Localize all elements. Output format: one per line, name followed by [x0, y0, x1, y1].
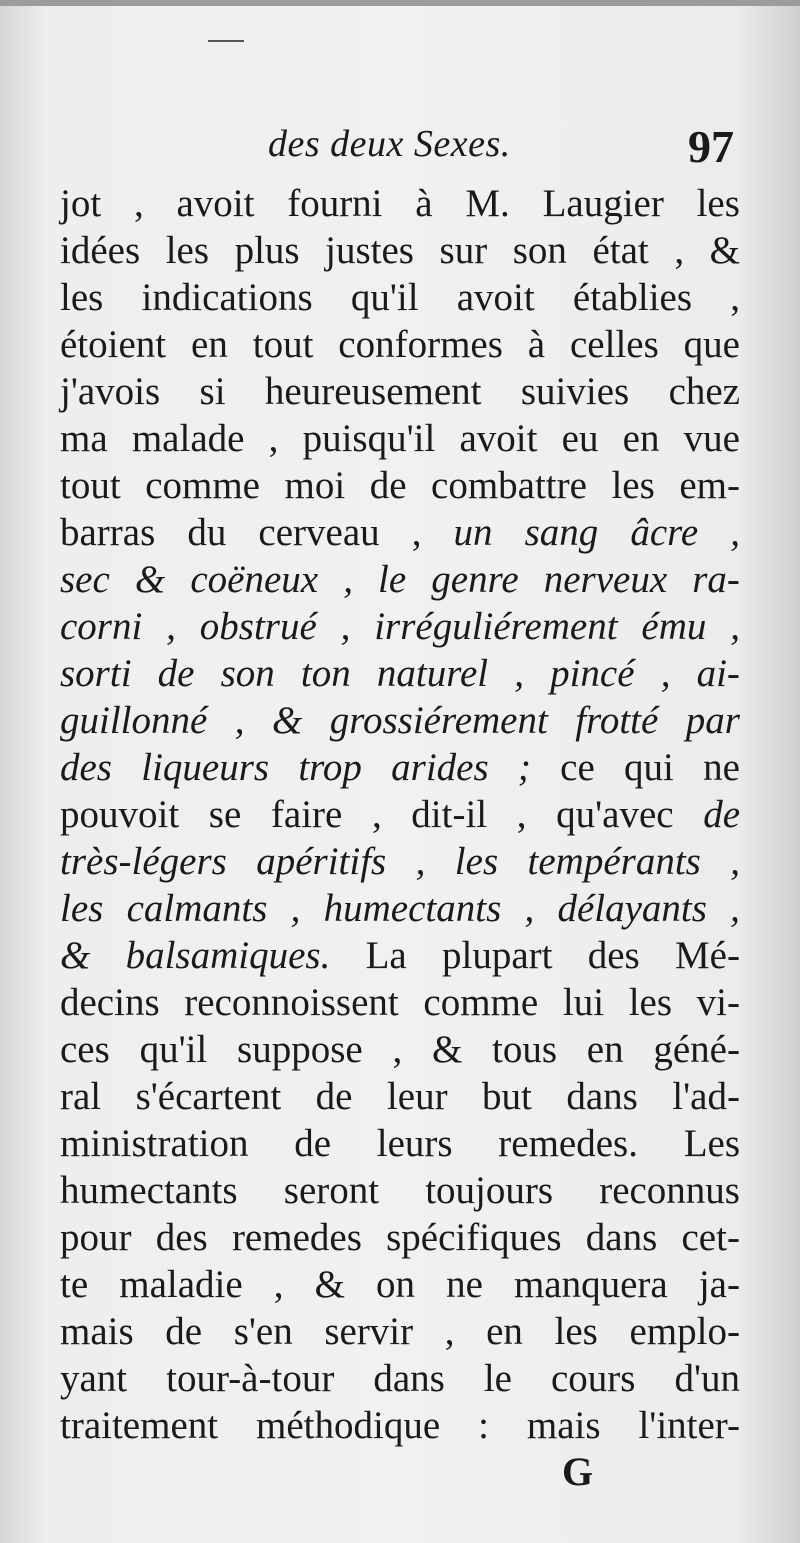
- word: les: [60, 887, 104, 930]
- word: de: [157, 652, 195, 695]
- word: Laugier: [542, 182, 664, 225]
- word: &: [709, 229, 740, 272]
- word: ,: [268, 417, 279, 460]
- text-line: [60, 650, 740, 697]
- word: ra-: [692, 558, 740, 601]
- word: remedes: [231, 1216, 362, 1259]
- word: qu'avec: [556, 793, 674, 836]
- word: sorti: [60, 652, 132, 695]
- word: tempérants: [527, 840, 701, 883]
- word: dans: [373, 1357, 445, 1400]
- word: j'avois: [60, 370, 161, 413]
- word: seront: [283, 1169, 380, 1212]
- word: que: [683, 323, 740, 366]
- word: pour: [60, 1216, 132, 1259]
- word: en: [486, 1310, 523, 1353]
- word: heureusement: [264, 370, 482, 413]
- text-line: [60, 838, 740, 885]
- word: âcre: [630, 511, 699, 554]
- word: le: [483, 1357, 512, 1400]
- text-line: [60, 1120, 740, 1167]
- word: yant: [60, 1357, 128, 1400]
- word: de: [703, 793, 740, 836]
- text-line: [60, 744, 740, 791]
- running-title: des deux Sexes.: [268, 123, 511, 165]
- word: ,: [415, 840, 426, 883]
- word: &: [271, 699, 303, 742]
- word: par: [685, 699, 740, 742]
- word: ,: [444, 1310, 455, 1353]
- word: géné-: [653, 1028, 740, 1071]
- word: son: [220, 652, 275, 695]
- word: les: [628, 981, 673, 1024]
- word: état: [592, 229, 649, 272]
- word: te: [60, 1263, 89, 1306]
- word: faire: [270, 793, 343, 836]
- word: eu: [561, 417, 599, 460]
- text-line: [60, 932, 740, 979]
- word: humectants: [323, 887, 502, 930]
- word: de: [315, 1075, 353, 1118]
- word: des: [60, 746, 112, 789]
- word: liqueurs: [141, 746, 270, 789]
- word: suivies: [520, 370, 630, 413]
- word: ,: [516, 793, 527, 836]
- word: pouvoit: [60, 793, 180, 836]
- word: spécifiques: [386, 1216, 562, 1259]
- word: ,: [133, 182, 144, 225]
- word: s'écartent: [135, 1075, 282, 1118]
- word: établies: [572, 276, 693, 319]
- text-line: [60, 885, 740, 932]
- word: justes: [325, 229, 414, 272]
- word: comme: [145, 464, 260, 507]
- word: ai-: [696, 652, 740, 695]
- word: ,: [674, 229, 685, 272]
- word: ton: [300, 652, 351, 695]
- word: un: [453, 511, 493, 554]
- word: à: [415, 182, 433, 225]
- word: nerveux: [543, 558, 668, 601]
- word: &: [314, 1263, 345, 1306]
- word: comme: [423, 981, 539, 1024]
- word: cours: [550, 1357, 636, 1400]
- body-text: [60, 180, 740, 1449]
- word: sec: [60, 558, 110, 601]
- word: à: [527, 323, 546, 366]
- word: les: [454, 840, 499, 883]
- word: chez: [668, 370, 740, 413]
- word: ,: [273, 1263, 284, 1306]
- word: pincé: [550, 652, 635, 695]
- word: ral: [60, 1075, 102, 1118]
- word: traitement: [60, 1404, 219, 1447]
- word: ;: [517, 746, 531, 789]
- word: méthodique: [256, 1404, 441, 1447]
- word: dans: [585, 1216, 658, 1259]
- word: but: [482, 1075, 532, 1118]
- word: ,: [730, 840, 740, 883]
- word: le: [378, 558, 407, 601]
- text-line: [60, 368, 740, 415]
- word: sang: [524, 511, 599, 554]
- word: les: [696, 182, 740, 225]
- text-line: [60, 509, 740, 556]
- word: indications: [141, 276, 313, 319]
- word: maladie: [119, 1263, 243, 1306]
- word: dit-il: [411, 793, 488, 836]
- word: ja-: [698, 1263, 740, 1306]
- text-line: [60, 1214, 740, 1261]
- word: s'en: [233, 1310, 293, 1353]
- word: des: [587, 934, 640, 977]
- word: puisqu'il: [302, 417, 436, 460]
- text-line: [60, 462, 740, 509]
- text-line: [60, 1308, 740, 1355]
- text-line: [60, 227, 740, 274]
- word: on: [376, 1263, 415, 1306]
- word: emplo-: [629, 1310, 740, 1353]
- word: ému: [641, 605, 707, 648]
- word: moi: [284, 464, 346, 507]
- word: son: [512, 229, 567, 272]
- word: qui: [624, 746, 674, 789]
- word: &: [431, 1028, 463, 1071]
- word: genre: [431, 558, 519, 601]
- word: grossiérement: [329, 699, 548, 742]
- word: suppose: [237, 1028, 363, 1071]
- word: humectants: [60, 1169, 238, 1212]
- word: en: [191, 323, 228, 366]
- word: mais: [60, 1310, 134, 1353]
- page-top-edge: [0, 0, 800, 6]
- word: guillonné: [60, 699, 208, 742]
- word: obstrué: [199, 605, 317, 648]
- word: ,: [411, 511, 422, 554]
- word: très-légers: [60, 840, 227, 883]
- word: arides: [391, 746, 489, 789]
- word: naturel: [376, 652, 489, 695]
- word: reconnus: [599, 1169, 740, 1212]
- text-line: [60, 1073, 740, 1120]
- word: ,: [371, 793, 382, 836]
- word: tous: [492, 1028, 558, 1071]
- word: avoit: [176, 182, 255, 225]
- word: ,: [730, 511, 740, 554]
- word: ,: [730, 605, 740, 648]
- page-number: 97: [688, 121, 734, 172]
- word: ,: [524, 887, 535, 930]
- word: leur: [386, 1075, 448, 1118]
- word: cerveau: [258, 511, 380, 554]
- word: tour-à-tour: [166, 1357, 335, 1400]
- word: lui: [562, 981, 605, 1024]
- word: remedes.: [498, 1122, 638, 1165]
- word: irréguliérement: [374, 605, 618, 648]
- text-line: [60, 1261, 740, 1308]
- text-line: [60, 697, 740, 744]
- word: em-: [679, 464, 740, 507]
- word: qu'il: [139, 1028, 208, 1071]
- word: ,: [290, 887, 301, 930]
- text-line: [60, 1167, 740, 1214]
- word: les: [60, 276, 104, 319]
- text-line: [60, 603, 740, 650]
- word: manquera: [513, 1263, 668, 1306]
- word: de: [294, 1122, 332, 1165]
- word: ,: [234, 699, 245, 742]
- word: reconnoissent: [184, 981, 399, 1024]
- word: malade: [131, 417, 245, 460]
- word: idées: [60, 229, 141, 272]
- word: corni: [60, 605, 143, 648]
- word: en: [586, 1028, 624, 1071]
- word: ne: [446, 1263, 483, 1306]
- word: ,: [660, 652, 671, 695]
- running-head: [0, 120, 800, 180]
- word: ,: [514, 652, 524, 695]
- word: ne: [703, 746, 740, 789]
- word: mais: [526, 1404, 601, 1447]
- word: &: [60, 934, 91, 977]
- word: sur: [439, 229, 488, 272]
- word: barras: [60, 511, 156, 554]
- word: en: [622, 417, 660, 460]
- word: :: [478, 1404, 489, 1447]
- word: d'un: [674, 1357, 740, 1400]
- word: délayants: [557, 887, 707, 930]
- word: ce: [560, 746, 595, 789]
- word: trop: [298, 746, 362, 789]
- word: vue: [683, 417, 740, 460]
- word: de: [165, 1310, 203, 1353]
- word: si: [199, 370, 226, 413]
- word: qu'il: [350, 276, 419, 319]
- word: balsamiques.: [125, 934, 331, 977]
- word: celles: [570, 323, 659, 366]
- word: M.: [465, 182, 510, 225]
- word: cet-: [681, 1216, 740, 1259]
- text-line: [60, 321, 740, 368]
- text-line: [60, 1402, 740, 1449]
- text-line: [60, 180, 740, 227]
- word: étoient: [60, 323, 167, 366]
- word: Mé-: [674, 934, 740, 977]
- word: plupart: [441, 934, 553, 977]
- word: tout: [252, 323, 314, 366]
- word: ,: [730, 887, 740, 930]
- signature-mark: G: [562, 1449, 594, 1494]
- word: des: [155, 1216, 208, 1259]
- word: frotté: [575, 699, 659, 742]
- word: dans: [566, 1075, 638, 1118]
- word: toujours: [425, 1169, 554, 1212]
- text-line: [60, 791, 740, 838]
- word: leurs: [376, 1122, 453, 1165]
- word: les: [611, 464, 655, 507]
- word: plus: [234, 229, 300, 272]
- word: fourni: [287, 182, 383, 225]
- ink-mark: [208, 40, 244, 42]
- word: ,: [392, 1028, 403, 1071]
- text-line: [60, 274, 740, 321]
- word: l'inter-: [638, 1404, 740, 1447]
- word: avoit: [456, 276, 535, 319]
- word: vi-: [696, 981, 740, 1024]
- text-line: [60, 1355, 740, 1402]
- word: La: [365, 934, 407, 977]
- word: de: [369, 464, 407, 507]
- word: ,: [340, 605, 351, 648]
- word: apéritifs: [256, 840, 387, 883]
- text-line: [60, 415, 740, 462]
- word: combattre: [431, 464, 587, 507]
- word: ministration: [60, 1122, 249, 1165]
- word: ces: [60, 1028, 110, 1071]
- word: &: [134, 558, 166, 601]
- word: ,: [166, 605, 176, 648]
- word: ,: [343, 558, 353, 601]
- word: Les: [683, 1122, 740, 1165]
- word: les: [554, 1310, 598, 1353]
- text-line: [60, 979, 740, 1026]
- word: ,: [730, 276, 740, 319]
- word: l'ad-: [672, 1075, 740, 1118]
- text-line: [60, 1026, 740, 1073]
- word: avoit: [459, 417, 538, 460]
- word: servir: [324, 1310, 414, 1353]
- word: ma: [60, 417, 108, 460]
- text-line: [60, 556, 740, 603]
- word: jot: [60, 182, 102, 225]
- word: se: [208, 793, 242, 836]
- word: decins: [60, 981, 160, 1024]
- word: conformes: [338, 323, 503, 366]
- word: coëneux: [190, 558, 319, 601]
- word: du: [187, 511, 227, 554]
- word: calmants: [126, 887, 268, 930]
- word: tout: [60, 464, 121, 507]
- word: les: [165, 229, 210, 272]
